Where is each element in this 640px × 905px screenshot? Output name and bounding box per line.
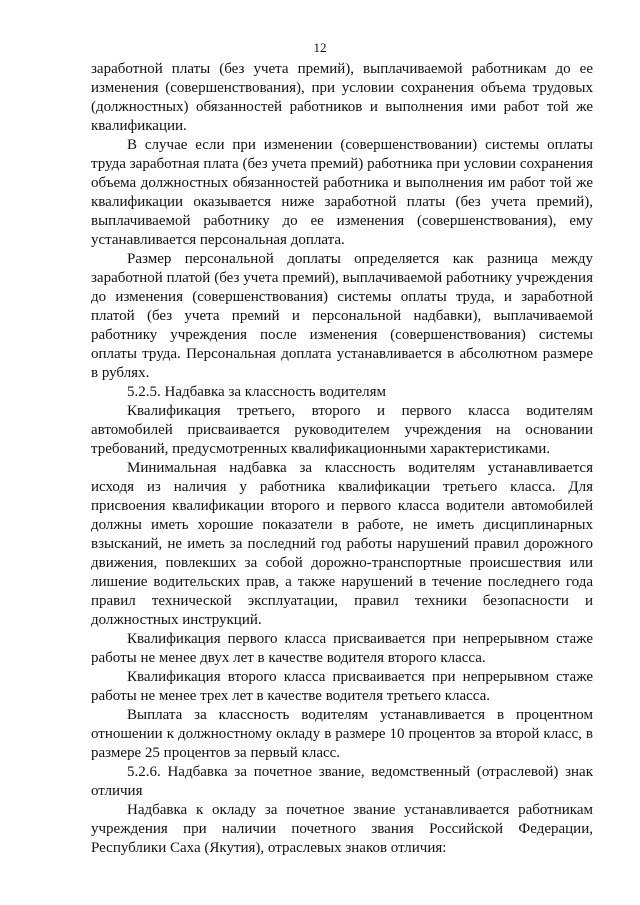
paragraph-personal-supplement-amount: Размер персональной доплаты определяется как разница между заработной платой (без учета премий), выплачиваемой работнику учреждения до изменения (совершенствования) системы оплаты труда, и заработной платой (без учета премий и персональной надбавки), выплачиваемой работнику учреждения после изменения (совершенствования) системы оплаты труда. Персональная доплата устанавливается в абсолютном размере в рублях. xyxy=(91,251,593,381)
paragraph-honorary-title-bonus: Надбавка к окладу за почетное звание устанавливается работникам учреждения при наличии почетного звания Российской Федерации, Республики Саха (Якутия), отраслевых знаков отличия: xyxy=(91,802,593,856)
paragraph-second-class: Квалификация второго класса присваивается при непрерывном стаже работы не менее трех лет в качестве водителя третьего класса. xyxy=(91,669,593,704)
paragraph-first-class: Квалификация первого класса присваивается при непрерывном стаже работы не менее двух лет в качестве водителя второго класса. xyxy=(91,631,593,666)
paragraph-personal-supplement-condition: В случае если при изменении (совершенствовании) системы оплаты труда заработная плата (без учета премий) работника при условии сохранения объема должностных обязанностей работника и выполнения им работ той же квалификации оказывается ниже заработной платы (без учета премий), выплачиваемой работнику до ее изменения (совершенствования), ему устанавливается персональная доплата. xyxy=(91,137,593,248)
page-number: 12 xyxy=(313,40,327,55)
document-body xyxy=(91,60,593,858)
paragraph-driver-qualification: Квалификация третьего, второго и первого класса водителям автомобилей присваивается руководителем учреждения на основании требований, предусмотренных квалификационными характеристиками. xyxy=(91,403,593,457)
section-heading-5-2-6: 5.2.6. Надбавка за почетное звание, ведомственный (отраслевой) знак отличия xyxy=(91,764,593,799)
paragraph-continuation: заработной платы (без учета премий), выплачиваемой работникам до ее изменения (совершенствования), при условии сохранения объема трудовых (должностных) обязанностей работников и выполнения ими работ той же квалификации. xyxy=(91,61,593,134)
section-heading-5-2-5: 5.2.5. Надбавка за классность водителям xyxy=(127,384,387,400)
paragraph-minimum-class-bonus: Минимальная надбавка за классность водителям устанавливается исходя из наличия у работника квалификации третьего класса. Для присвоения квалификации второго и первого класса водители автомобилей должны иметь хорошие показатели в работе, не иметь дисциплинарных взысканий, не иметь за последний год работы нарушений правил дорожного движения, повлекших за собой дорожно-транспортные происшествия или лишение водительских прав, а также нарушений в течение последнего года правил технической эксплуатации, правил техники безопасности и должностных инструкций. xyxy=(91,460,593,628)
paragraph-class-payment: Выплата за классность водителям устанавливается в процентном отношении к должностному окладу в размере 10 процентов за второй класс, в размере 25 процентов за первый класс. xyxy=(91,707,593,761)
